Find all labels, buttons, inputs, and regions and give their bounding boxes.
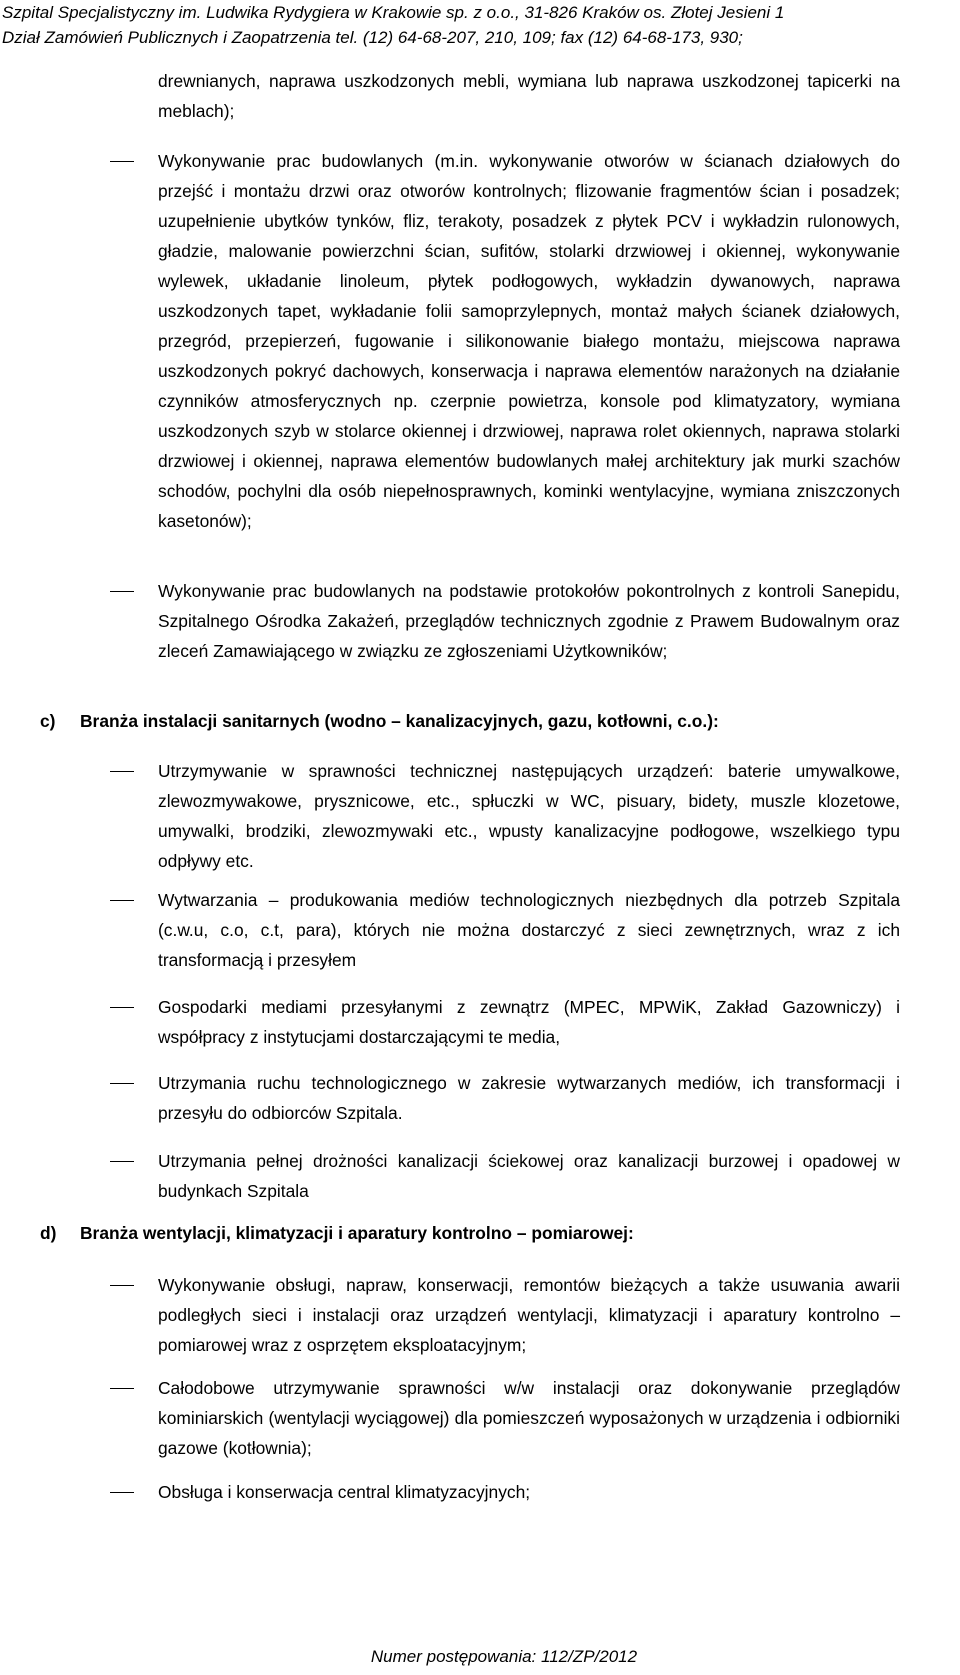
section-title: Branża instalacji sanitarnych (wodno – kanalizacyjnych, gazu, kotłowni, c.o.): <box>80 711 719 731</box>
dash-bullet <box>110 1161 134 1162</box>
dash-bullet <box>110 1007 134 1008</box>
list-item-text: Obsługa i konserwacja central klimatyzacyjnych; <box>158 1482 531 1502</box>
dash-bullet <box>110 1083 134 1084</box>
header-hospital-line: Szpital Specjalistyczny im. Ludwika Rydygiera w Krakowie sp. z o.o., 31-826 Kraków os. Złotej Jesieni 1 <box>2 3 785 22</box>
list-item-text: Wykonywanie prac budowlanych na podstawie protokołów pokontrolnych z kontroli Sanepidu, Szpitalnego Ośrodka Zakażeń, przeglądów technicznych zgodnie z Prawem Budowalnym oraz zleceń Zamawiającego w związku ze zgłoszeniami Użytkowników; <box>158 581 900 661</box>
section-c-heading <box>40 706 920 736</box>
section-letter: c) <box>40 711 56 731</box>
intro-continuation: drewnianych, naprawa uszkodzonych mebli, wymiana lub naprawa uszkodzonej tapicerki na meblach); <box>158 71 900 121</box>
list-item-text: Całodobowe utrzymywanie sprawności w/w instalacji oraz dokonywanie przeglądów kominiarskich (wentylacji wyciągowej) dla pomieszczeń wyposażonych w urządzenia i odbiorniki gazowe (kotłownia); <box>158 1378 900 1458</box>
dash-bullet <box>110 1492 134 1493</box>
dash-bullet <box>110 161 134 162</box>
list-item-text: Wykonywanie prac budowlanych (m.in. wykonywanie otworów w ścianach działowych do przejść i montażu drzwi oraz otworów kontrolnych; flizowanie fragmentów ścian i posadzek; uzupełnienie ubytków tynków, fliz, terakoty, posadzek z płytek PCV i wykładzin rulonowych, gładzie, malowanie powierzchni ścian, sufitów, stolarki drzwiowej i okiennej, wykonywanie wylewek, układanie linoleum, płytek podłogowych, wykładzin dywanowych, naprawa uszkodzonych tapet, wykładanie folii samoprzylepnych, montaż małych ścianek działowych, przegród, przepierzeń, fugowanie i silikonowanie białego montażu, miejscowa naprawa uszkodzonych pokryć dachowych, konserwacja i naprawa elementów narażonych na działanie czynników atmosferycznych np. czerpnie powietrza, konsole pod klimatyzatory, wymiana uszkodzonych szyb w stolarce okiennej i drzwiowej, naprawa rolet okiennych, naprawa stolarki drzwiowej i okiennej, naprawa elementów budowlanych małej architektury jak murki szachów schodów, pochylni dla osób niepełnosprawnych, kominki wentylacyjne, wymiana zniszczonych kasetonów); <box>158 151 900 531</box>
list-item-text: Utrzymania pełnej drożności kanalizacji ściekowej oraz kanalizacji burzowej i opadowej w budynkach Szpitala <box>158 1151 900 1201</box>
case-number: Numer postępowania: 112/ZP/2012 <box>370 1647 638 1666</box>
dash-bullet <box>110 900 134 901</box>
section-d-heading <box>40 1218 920 1248</box>
list-item-text: Gospodarki mediami przesyłanymi z zewnątrz (MPEC, MPWiK, Zakład Gazowniczy) i współpracy z instytucjami dostarczającymi te media, <box>158 997 900 1047</box>
dash-bullet <box>110 1388 134 1389</box>
header-department-line: Dział Zamówień Publicznych i Zaopatrzenia tel. (12) 64-68-207, 210, 109; fax (12) 64-68-173, 930; <box>2 28 743 47</box>
dash-bullet <box>110 1285 134 1286</box>
dash-bullet <box>110 771 134 772</box>
page-footer <box>0 1645 960 1669</box>
list-item-text: Wykonywanie obsługi, napraw, konserwacji, remontów bieżących a także usuwania awarii podległych sieci i instalacji oraz urządzeń wentylacji, klimatyzacji i aparatury kontrolno – pomiarowej wraz z osprzętem eksploatacyjnym; <box>158 1275 900 1355</box>
list-item-text: Utrzymania ruchu technologicznego w zakresie wytwarzanych mediów, ich transformacji i przesyłu do odbiorców Szpitala. <box>158 1073 900 1123</box>
dash-bullet <box>110 591 134 592</box>
list-item-text: Wytwarzania – produkowania mediów technologicznych niezbędnych dla potrzeb Szpitala (c.w.u, c.o, c.t, para), których nie można dostarczyć z sieci zewnętrznych, wraz z ich transformacją i przesyłem <box>158 890 900 970</box>
section-title: Branża wentylacji, klimatyzacji i aparatury kontrolno – pomiarowej: <box>80 1223 634 1243</box>
section-letter: d) <box>40 1223 57 1243</box>
page-header <box>2 0 952 50</box>
list-item-text: Utrzymywanie w sprawności technicznej następujących urządzeń: baterie umywalkowe, zlewozmywakowe, prysznicowe, etc., spłuczki w WC, pisuary, bidety, muszle klozetowe, umywalki, brodziki, zlewozmywaki etc., wpusty kanalizacyjne podłogowe, wszelkiego typu odpływy etc. <box>158 761 900 871</box>
